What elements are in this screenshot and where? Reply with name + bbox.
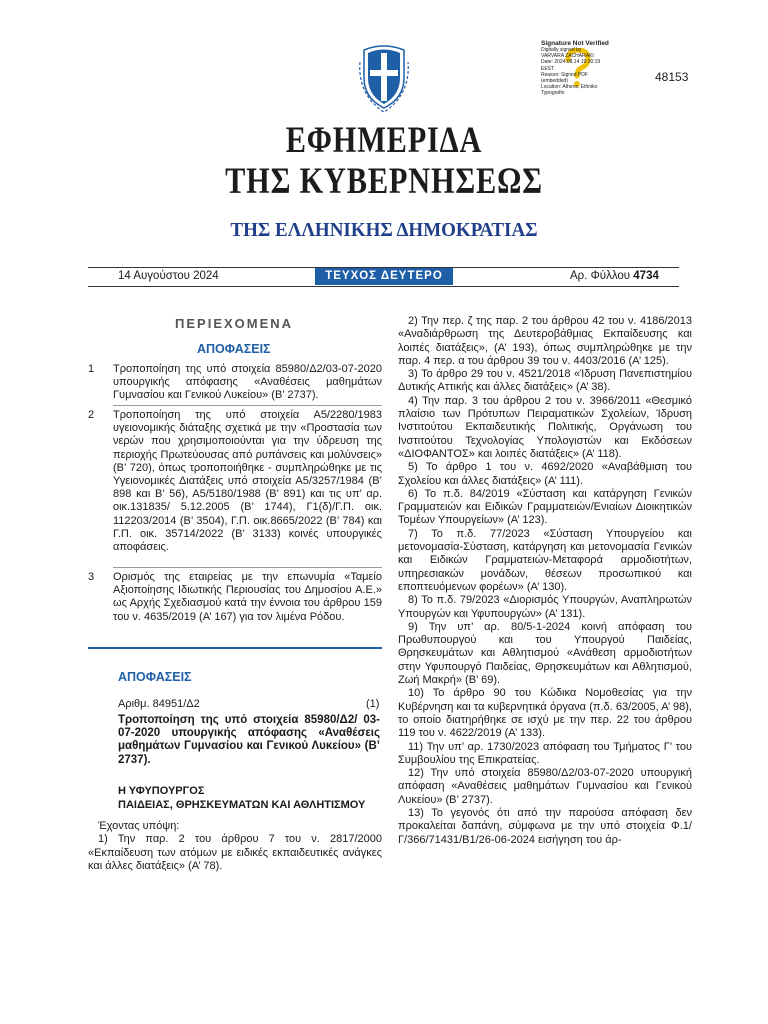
issue-date: 14 Αυγούστου 2024 <box>118 270 219 282</box>
decision-reference: Αριθμ. 84951/Δ2 <box>118 698 200 710</box>
masthead-title: ΕΦΗΜΕΡΙΔΑ <box>285 120 483 161</box>
toc-item-number: 2 <box>88 409 95 421</box>
toc-item-text: Ορισμός της εταιρείας με την επωνυμία «Ταμείο Αξιοποίησης Ιδιωτικής Περιουσίας του Δημοσίου Α.Ε.» ως Αρχής Σχεδιασμού κατά την έννοια του άρθρου 159 του ν. 4635/2019 (Α’ 167) για τον λιμένα Ρόδου. <box>113 571 382 623</box>
recital-paragraph: 8) Το π.δ. 79/2023 «Διορισμός Υπουργών, Αναπληρωτών Υπουργών και Υφυπουργών» (Α’ 131). <box>398 594 692 620</box>
toc-item[interactable] <box>88 571 382 624</box>
signature-line: Reason: Signed PDF <box>541 71 588 78</box>
recital-paragraph: 12) Την υπό στοιχεία 85980/Δ2/03-07-2020 υπουργική απόφαση «Αναθέσεις μαθημάτων Γυμνασίου και Γενικού Λυκείου» (Β’ 2737). <box>398 767 692 806</box>
recital-paragraph: 5) Το άρθρο 1 του ν. 4692/2020 «Αναβάθμιση του Σχολείου και άλλες διατάξεις» (Α’ 111). <box>398 461 692 487</box>
signature-line: (embedded) <box>541 78 568 85</box>
minister-line: Η ΥΦΥΠΟΥΡΓΟΣ <box>118 785 205 797</box>
toc-separator <box>113 405 382 406</box>
signature-line: Date: 2024.08.14 19:30:19 <box>541 59 601 66</box>
masthead-republic: ΤΗΣ ΕΛΛΗΝΙΚΗΣ ΔΗΜΟΚΡΑΤΙΑΣ <box>230 219 538 241</box>
issue-bar-bottom-rule <box>88 286 679 287</box>
recital-paragraph: 11) Την υπ’ αρ. 1730/2023 απόφαση του Τμήματος Γ’ του Συμβουλίου της Επικρατείας. <box>398 740 692 766</box>
decision-title: Τροποποίηση της υπό στοιχεία 85980/Δ2/ 03-07-2020 υπουργικής απόφασης «Αναθέσεις μαθημάτων Γυμνασίου και Γενικού Λυκείου» (Β’ 2737). <box>118 714 380 766</box>
signature-status: Signature Not Verified <box>541 40 609 47</box>
greek-coat-of-arms-icon <box>356 40 412 114</box>
recital-paragraph: 2) Την περ. ζ της παρ. 2 του άρθρου 42 του ν. 4186/2013 «Αναδιάρθρωση της Δευτεροβάθμιας Εκπαίδευσης και λοιπές διατάξεις», (Α’ 193), όπως συμπληρώθηκε με την παρ. 4 περ. α του άρθρου 39 του ν. 4403/2016 (Α’ 125). <box>398 315 692 367</box>
contents-title: ΠΕΡΙΕΧΟΜΕΝΑ <box>175 316 294 331</box>
recital-paragraph: 6) Το π.δ. 84/2019 «Σύσταση και κατάργηση Γενικών Γραμματειών και Ειδικών Γραμματειών/Ενιαίων Διοικητικών Τομέων Υπουργείων» (Α’ 123). <box>398 487 692 527</box>
recital-paragraph: 9) Την υπ’ αρ. 80/5-1-2024 κοινή απόφαση του Πρωθυπουργού και του Υπουργού Παιδείας, Θρησκευμάτων και Αθλητισμού «Ανάθεση αρμοδιοτήτων στην Υφυπουργό Παιδείας, Θρησκευμάτων και Αθλητισμού, Ζωή Μακρή» (Β’ 69). <box>398 620 692 687</box>
masthead-subtitle: ΤΗΣ ΚΥΒΕΡΝΗΣΕΩΣ <box>225 161 543 202</box>
signature-line: Location: Athens, Ethniko <box>541 84 598 91</box>
signature-line: EEST <box>541 65 555 72</box>
page-number: 48153 <box>655 70 689 84</box>
digital-signature-block[interactable] <box>541 40 611 97</box>
contents-decisions-heading: ΑΠΟΦΑΣΕΙΣ <box>197 342 271 356</box>
decision-body-left <box>88 820 382 873</box>
issue-sheet <box>570 270 659 282</box>
recital-paragraph: 13) Το γεγονός ότι από την παρούσα απόφαση δεν προκαλείται δαπάνη, σύμφωνα με την υπό στοιχεία Φ.1/Γ/366/71431/Β1/26-06-2024 εισήγηση του άρ- <box>398 806 692 846</box>
having-regard: Έχοντας υπόψη: <box>98 820 180 832</box>
toc-separator <box>113 567 382 568</box>
signature-line: VARVARA ZACHARAKI <box>541 53 594 60</box>
decisions-heading: ΑΠΟΦΑΣΕΙΣ <box>118 670 192 684</box>
recital-paragraph: 1) Την παρ. 2 του άρθρου 7 του ν. 2817/2000 «Εκπαίδευση των ατόμων με ειδικές εκπαιδευτικές ανάγκες και άλλες διατάξεις» (Α’ 78). <box>88 833 382 872</box>
toc-item-number: 1 <box>88 363 95 375</box>
recital-paragraph: 4) Την παρ. 3 του άρθρου 2 του ν. 3966/2011 «Θεσμικό πλαίσιο των Πρότυπων Πειραματικών Σχολείων, Ίδρυση Ινστιτούτου Εκπαιδευτικής Πολιτικής, Οργάνωση του Ινστιτούτου Τεχνολογίας Υπολογιστών και Εκδόσεων «ΔΙΟΦΑΝΤΟΣ» και λοιπές διατάξεις» (Α’ 118). <box>398 394 692 460</box>
toc-item[interactable] <box>88 363 382 403</box>
minister-line: ΠΑΙΔΕΙΑΣ, ΘΡΗΣΚΕΥΜΑΤΩΝ ΚΑΙ ΑΘΛΗΤΙΣΜΟΥ <box>118 798 366 811</box>
toc-item-text: Τροποποίηση της υπό στοιχεία Α5/2280/1983 υγειονομικής διάταξης σχετικά με την «Προστασία των νερών που χρησιμοποιούνται για την ύδρευση της περιοχής Πρωτεύουσας από ρυπάνσεις και μολύνσεις» (Β’ 720), όπως τροποποιήθηκε - συμπληρώθηκε με τις Υγειονομικές Διατάξεις υπό στοιχεία Α5/3257/1984 (Β’ 898 και Β’ 56), Α5/5180/1988 (Β’ 891) και τις υπ’ αρ. οικ.131835/ 5.12.2005 (Β’ 1744), Γ1(δ)/Γ.Π. οικ. 112203/2014 (Β’ 3504), Γ.Π. οικ.8665/2022 (Β’ 784) και Γ.Π. οικ. 35714/2022 (Β’ 3133) κοινές υπουργικές αποφάσεις. <box>113 409 382 554</box>
toc-item-number: 3 <box>88 571 95 583</box>
toc-item[interactable] <box>88 409 382 554</box>
minister-title <box>118 785 365 812</box>
toc-item-text: Τροποποίηση της υπό στοιχεία 85980/Δ2/03-07-2020 υπουργικής απόφασης «Αναθέσεις μαθημάτων Γυμνασίου και Γενικού Λυκείου» (Β’ 2737). <box>113 363 382 402</box>
section-divider <box>88 647 382 649</box>
signature-line: Typografio <box>541 90 565 97</box>
issue-type-badge: ΤΕΥΧΟΣ ΔΕΥΤΕΡΟ <box>315 268 453 285</box>
sheet-number: 4734 <box>633 270 659 282</box>
recital-paragraph: 7) Το π.δ. 77/2023 «Σύσταση Υπουργείου και μετονομασία-Σύσταση, κατάργηση και μετονομασία Γενικών και Ειδικών Γραμματειών-Μεταφορά αρμοδιοτήτων, υπηρεσιακών μονάδων, θέσεων προσωπικού και εποπτευόμενων φορέων» (Α’ 130). <box>398 527 692 593</box>
decision-body-right <box>398 315 692 847</box>
sheet-label: Αρ. Φύλλου <box>570 270 631 282</box>
recital-paragraph: 3) Το άρθρο 29 του ν. 4521/2018 «Ίδρυση Πανεπιστημίου Δυτικής Αττικής και άλλες διατάξεις» (Α’ 38). <box>398 368 692 394</box>
signature-line: Digitally signed by <box>541 47 582 53</box>
recital-paragraph: 10) Το άρθρο 90 του Κώδικα Νομοθεσίας για την Κυβέρνηση και τα κυβερνητικά όργανα (π.δ. 63/2005, Α’ 98), το οποίο διατηρήθηκε σε ισχύ με την περ. 22 του άρθρου 119 του ν. 4622/2019 (Α’ 133). <box>398 687 692 740</box>
decision-number: (1) <box>366 698 380 710</box>
